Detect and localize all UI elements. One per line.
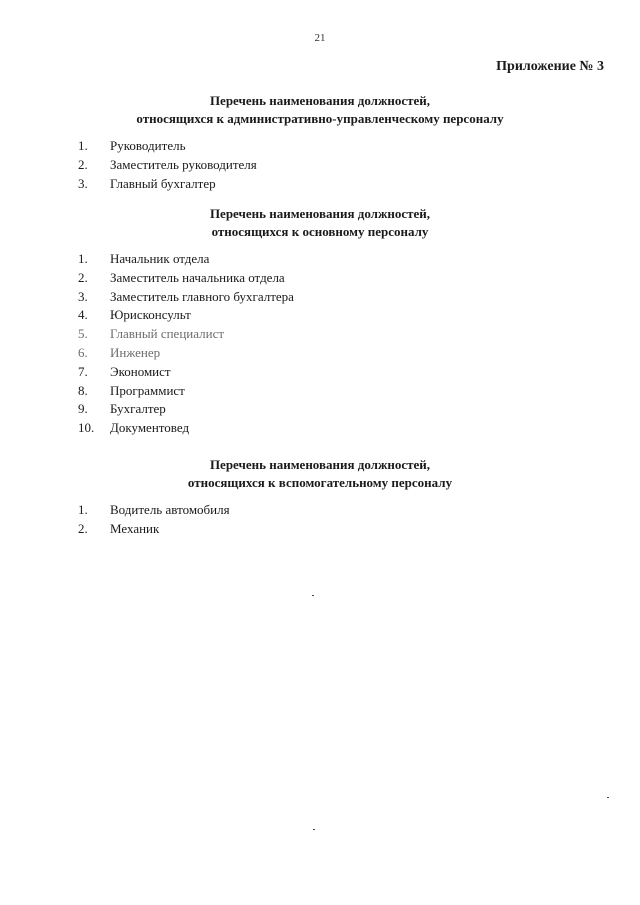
item-text: Бухгалтер	[110, 401, 166, 417]
list-item	[78, 382, 294, 401]
section-title-auxiliary	[0, 456, 640, 492]
list-item	[78, 501, 230, 520]
item-text: Юрисконсульт	[110, 307, 191, 323]
item-text: Заместитель главного бухгалтера	[110, 288, 294, 304]
position-list-auxiliary	[78, 501, 230, 539]
section-title-line: относящихся к основному персоналу	[211, 224, 429, 239]
list-item	[78, 250, 294, 269]
section-title-administrative	[0, 92, 640, 128]
item-text: Начальник отдела	[110, 251, 210, 266]
item-number: 3.	[78, 175, 88, 191]
item-number: 2.	[78, 156, 88, 172]
item-number: 1.	[78, 138, 88, 153]
item-number: 6.	[78, 344, 88, 360]
appendix-label: Приложение № 3	[496, 59, 604, 74]
item-text: Водитель автомобиля	[110, 502, 230, 517]
item-text: Заместитель руководителя	[110, 156, 257, 172]
list-item	[78, 520, 230, 539]
item-number: 5.	[78, 326, 88, 342]
item-number: 3.	[78, 288, 88, 304]
list-item	[78, 419, 294, 438]
position-list-main	[78, 250, 294, 438]
item-number: 7.	[78, 363, 88, 379]
section-title-line: относящихся к административно-управленческому персоналу	[136, 111, 504, 126]
item-text: Программист	[110, 382, 185, 398]
scan-speck	[607, 797, 609, 798]
section-title-main	[0, 205, 640, 241]
section-title-line: Перечень наименования должностей,	[209, 206, 431, 221]
item-text: Заместитель начальника отдела	[110, 269, 285, 285]
item-number: 8.	[78, 382, 88, 398]
position-list-administrative	[78, 137, 257, 193]
scan-speck	[313, 829, 315, 830]
list-item	[78, 288, 294, 307]
item-number: 1.	[78, 502, 88, 517]
list-item	[78, 400, 294, 419]
item-text: Главный специалист	[110, 326, 225, 342]
item-text: Руководитель	[110, 138, 186, 153]
list-item	[78, 156, 257, 175]
item-number: 2.	[78, 269, 88, 285]
section-title-line: относящихся к вспомогательному персоналу	[187, 475, 453, 490]
list-item	[78, 137, 257, 156]
item-text: Экономист	[110, 363, 171, 379]
item-number: 9.	[78, 401, 88, 417]
page-number: 21	[314, 32, 326, 44]
list-item	[78, 363, 294, 382]
item-number: 4.	[78, 307, 88, 323]
list-item	[78, 306, 294, 325]
list-item	[78, 344, 294, 363]
item-text: Документовед	[110, 420, 190, 436]
item-number: 2.	[78, 520, 88, 536]
list-item	[78, 175, 257, 194]
item-number: 10.	[78, 420, 95, 436]
section-title-line: Перечень наименования должностей,	[209, 457, 431, 472]
item-number: 1.	[78, 251, 88, 266]
section-title-line: Перечень наименования должностей,	[209, 93, 431, 108]
item-text: Главный бухгалтер	[110, 175, 216, 191]
list-item	[78, 269, 294, 288]
scan-speck	[312, 595, 314, 596]
list-item	[78, 325, 294, 344]
item-text: Инженер	[110, 344, 161, 360]
item-text: Механик	[110, 520, 160, 536]
